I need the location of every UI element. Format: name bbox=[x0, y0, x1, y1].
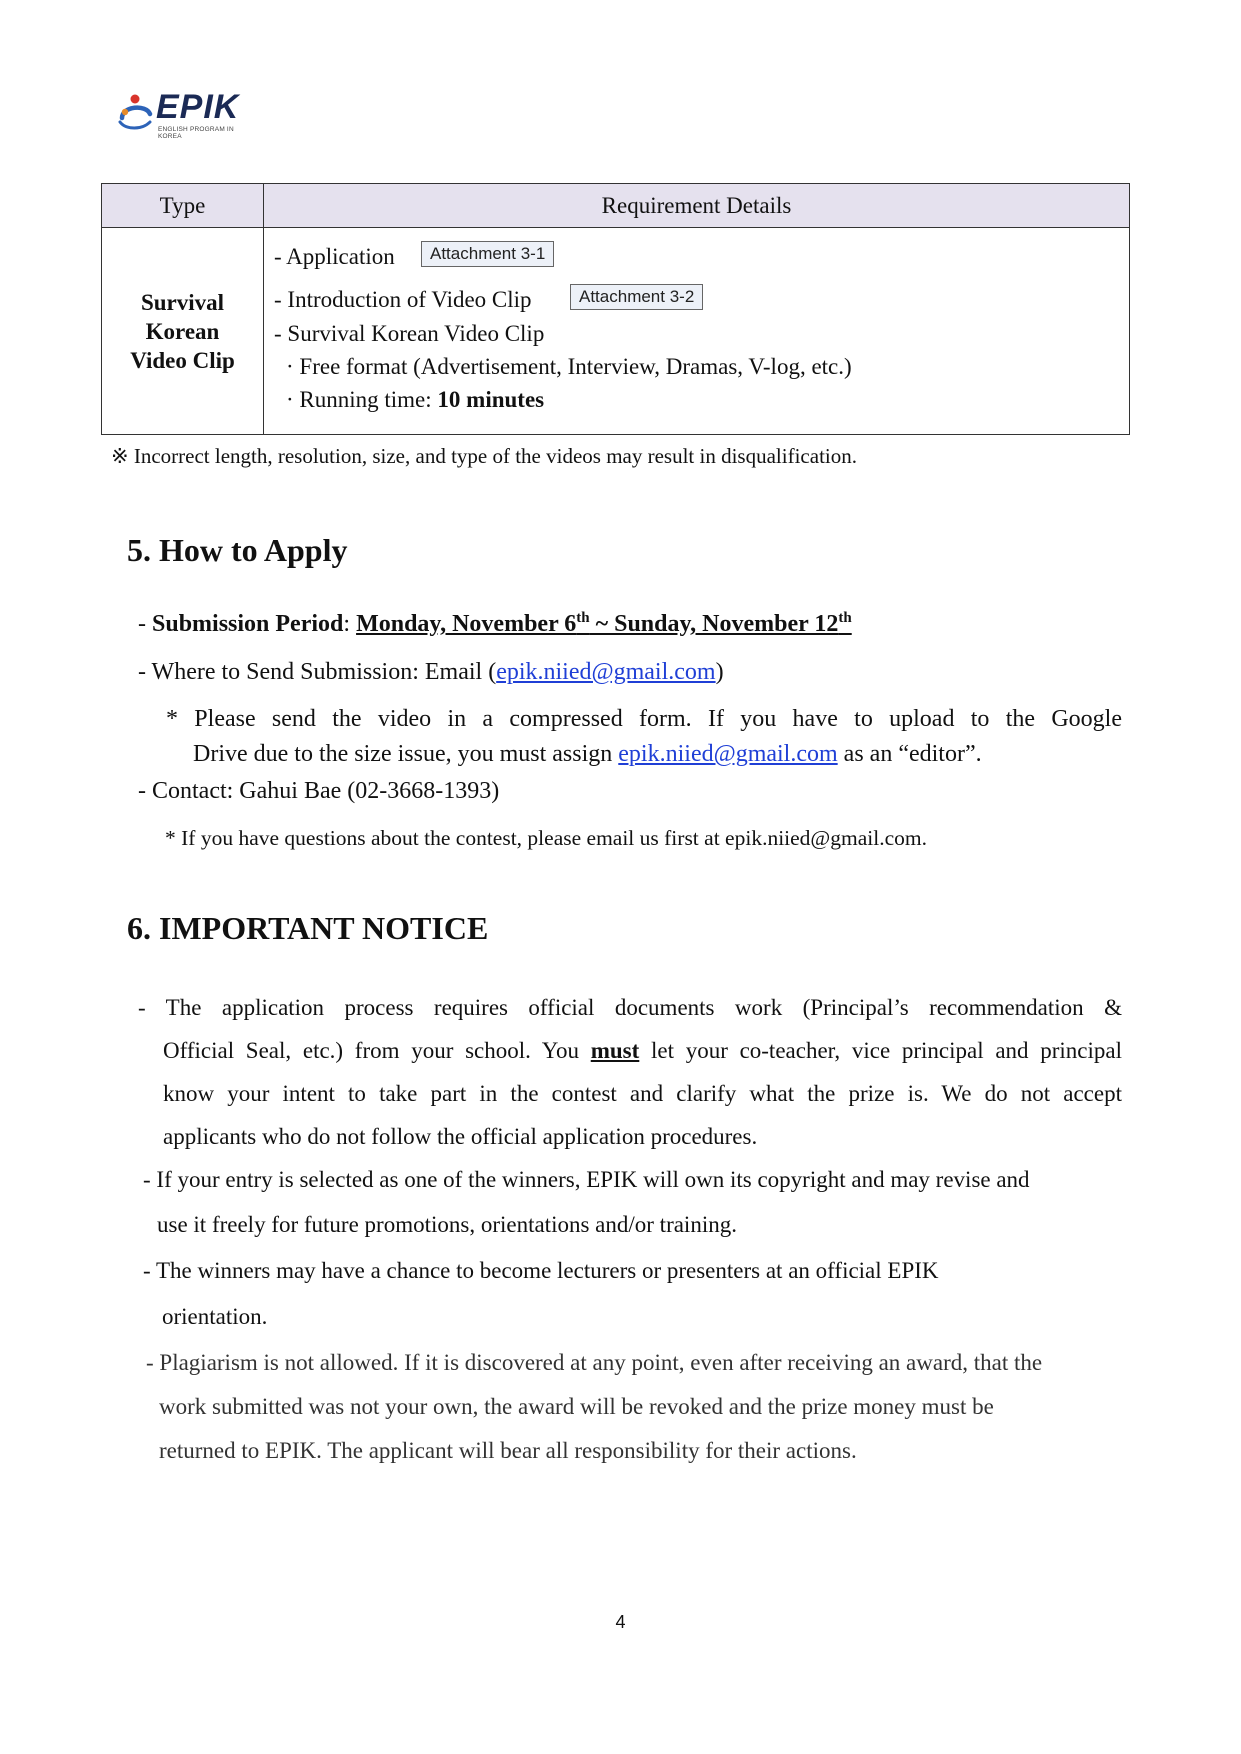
notice-p3-line-1: - The winners may have a chance to become lecturers or presenters at an official EPIK bbox=[143, 1258, 939, 1283]
logo-subtitle: ENGLISH PROGRAM IN KOREA bbox=[158, 126, 234, 140]
compress-prefix: Drive due to the size issue, you must assign bbox=[193, 741, 619, 767]
email-link[interactable]: epik.niied@gmail.com bbox=[496, 659, 716, 685]
notice-p2-line-2: use it freely for future promotions, orientations and/or training. bbox=[157, 1212, 737, 1237]
p1-line2-suffix: let your co-teacher, vice principal and principal bbox=[639, 1038, 1122, 1063]
period-end-sup: th bbox=[838, 610, 852, 626]
compress-suffix: as an “editor”. bbox=[837, 741, 982, 767]
running-time-value: 10 minutes bbox=[437, 387, 545, 412]
submission-period-label: Submission Period bbox=[152, 611, 344, 637]
section-6-title: 6. IMPORTANT NOTICE bbox=[127, 910, 489, 946]
period-end: ~ Sunday, November 12 bbox=[589, 611, 839, 637]
table-note: ※ Incorrect length, resolution, size, and type of the videos may result in disqualification. bbox=[111, 444, 857, 468]
where-to-send bbox=[138, 659, 724, 686]
notice-p3-line-2: orientation. bbox=[162, 1304, 268, 1329]
notice-p1-line-4: applicants who do not follow the official application procedures. bbox=[163, 1124, 758, 1149]
compress-note-line-2 bbox=[193, 741, 982, 768]
notice-p4-line-2: work submitted was not your own, the award will be revoked and the prize money must be bbox=[159, 1394, 994, 1419]
p1-line2-prefix: Official Seal, etc.) from your school. You bbox=[163, 1038, 591, 1063]
notice-p1-line-1: - The application process requires official documents work (Principal’s recommendation & bbox=[138, 995, 1122, 1020]
where-prefix: - Where to Send Submission: Email ( bbox=[138, 659, 497, 685]
must-emphasis: must bbox=[590, 1038, 640, 1063]
type-line: Video Clip bbox=[130, 347, 235, 373]
email-link[interactable]: epik.niied@gmail.com bbox=[618, 741, 838, 767]
running-time-item bbox=[286, 387, 544, 413]
logo-text: EPIK bbox=[156, 88, 240, 126]
type-line: Survival bbox=[140, 289, 225, 315]
video-clip-item: - Survival Korean Video Clip bbox=[274, 321, 545, 346]
epik-logo-icon bbox=[116, 92, 158, 134]
epik-logo bbox=[116, 88, 256, 140]
free-format-item: · Free format (Advertisement, Interview, Dramas, V-log, etc.) bbox=[286, 354, 852, 379]
column-header-details: Requirement Details bbox=[264, 184, 1130, 228]
requirements-table bbox=[101, 183, 1130, 435]
introduction-item: - Introduction of Video Clip bbox=[274, 287, 532, 312]
attachment-3-1-badge: Attachment 3-1 bbox=[421, 241, 554, 267]
running-time-label: · Running time: bbox=[286, 387, 438, 412]
column-header-type: Type bbox=[102, 184, 264, 228]
table-row bbox=[102, 228, 1130, 435]
submission-period-dates bbox=[356, 611, 852, 637]
where-suffix: ) bbox=[715, 659, 724, 685]
notice-p1-line-2 bbox=[163, 1038, 1122, 1064]
section-5-title: 5. How to Apply bbox=[127, 532, 348, 568]
notice-p4-line-3: returned to EPIK. The applicant will bear all responsibility for their actions. bbox=[159, 1438, 857, 1463]
period-start-sup: th bbox=[576, 610, 590, 626]
application-item: - Application bbox=[274, 244, 395, 269]
submission-period: - Submission Period: Monday, November 6th ~ Sunday, November 12th bbox=[138, 610, 852, 637]
questions-note: * If you have questions about the contest, please email us first at epik.niied@gmail.com. bbox=[165, 826, 927, 850]
compress-note-line-1: * Please send the video in a compressed form. If you have to upload to the Google bbox=[166, 706, 1122, 732]
notice-p2-line-1: - If your entry is selected as one of the winners, EPIK will own its copyright and may revise and bbox=[143, 1167, 1030, 1192]
page-number: 4 bbox=[615, 1612, 626, 1632]
notice-p1-line-3: know your intent to take part in the contest and clarify what the prize is. We do not accept bbox=[163, 1081, 1122, 1106]
type-cell bbox=[102, 228, 264, 435]
details-cell bbox=[264, 228, 1130, 435]
type-line: Korean bbox=[145, 318, 220, 344]
period-start: Monday, November 6 bbox=[356, 611, 577, 637]
notice-p4-line-1: - Plagiarism is not allowed. If it is discovered at any point, even after receiving an award, that the bbox=[146, 1350, 1043, 1375]
contact-line: - Contact: Gahui Bae (02-3668-1393) bbox=[138, 778, 500, 804]
table-header-row bbox=[102, 184, 1130, 228]
attachment-3-2-badge: Attachment 3-2 bbox=[570, 284, 703, 310]
